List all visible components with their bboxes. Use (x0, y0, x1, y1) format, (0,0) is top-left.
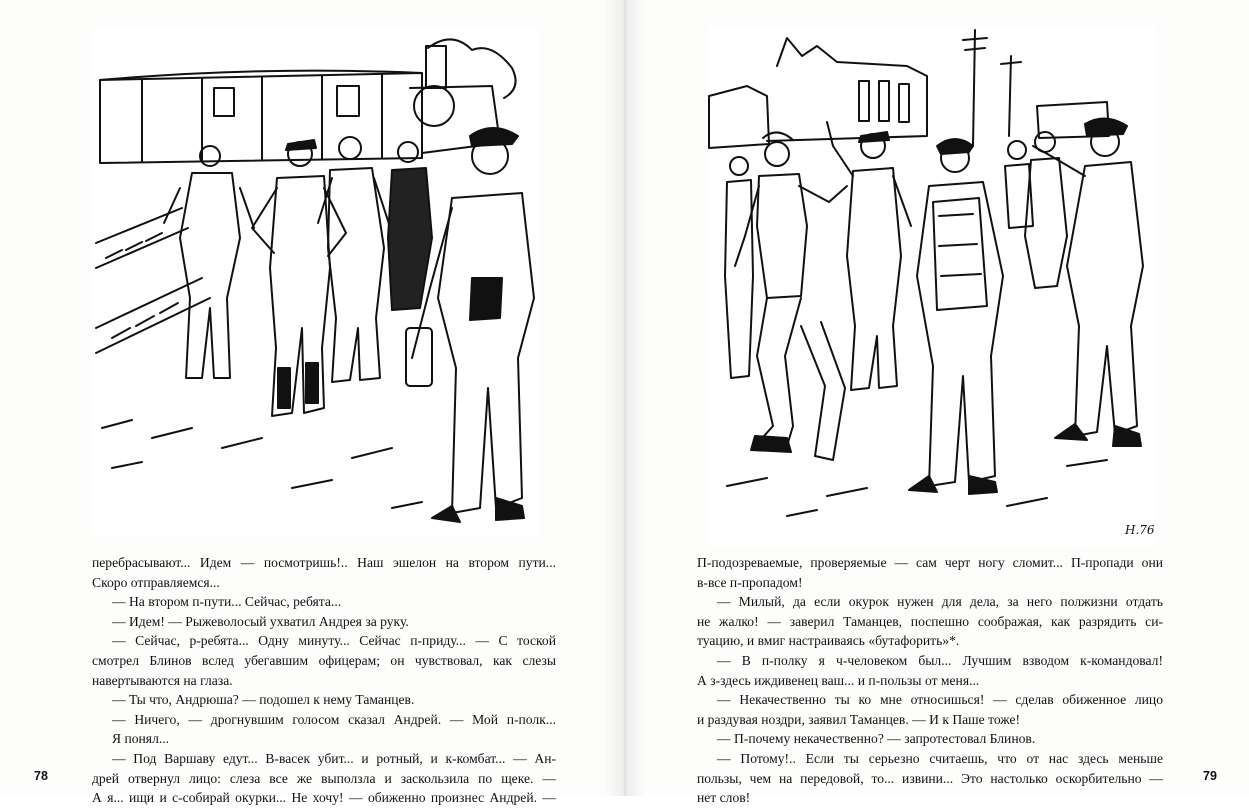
text-line: — Потому!.. Если ты серьезно считаешь, что от нас здесь меньше (717, 750, 1163, 766)
text-line: — На втором п-пути... Сейчас, ребята... (112, 594, 342, 610)
text-line: навертываются на глаза. (92, 672, 233, 688)
text-line: — Ничего, — дрогнувшим голосом сказал Андрей. — Мой п-полк... (112, 711, 556, 727)
text-line: — Под Варшаву едут... В-васек убит... и ротный, и к-комбат... — Ан- (112, 750, 556, 766)
text-line: А я... ищи и с-собирай окурки... Не хочу! — обиженно произнес Андрей. — (92, 790, 556, 806)
text-line: в-все п-пропадом! (697, 574, 803, 590)
left-page (0, 0, 624, 806)
text-line: — Идем! — Рыжеволосый ухватил Андрея за руку. (112, 613, 409, 629)
text-line: — Милый, да если окурок нужен для дела, за него полжизни отдать (717, 594, 1163, 610)
text-line: пользы, чем на передовой, то... извини... Это настолько оскорбительно — (697, 770, 1163, 786)
text-line: смотрел Блинов вслед убегавшим офицерам; он чувствовал, как слезы (92, 652, 556, 668)
text-line: — П-почему некачественно? — запротестовал Блинов. (717, 731, 1036, 747)
text-line: не жалко! — заверил Таманцев, поспешно соображая, как разрядить си- (697, 613, 1163, 629)
ruins-drawing (707, 26, 1157, 546)
right-page (625, 0, 1249, 806)
text-line: П-подозреваемые, проверяемые — сам черт ногу сломит... П-пропади они (697, 555, 1163, 570)
train-station-drawing (92, 28, 538, 536)
page-number-right: 79 (1203, 769, 1217, 783)
illustrator-signature: Н.76 (1125, 523, 1155, 537)
text-line: — Ты что, Андрюша? — подошел к нему Таманцев. (112, 692, 415, 708)
text-line: — Некачественно ты ко мне относишься! — сделав обиженное лицо (717, 692, 1163, 708)
text-line: и раздувая ноздри, заявил Таманцев. — И к Паше тоже! (697, 711, 1021, 727)
text-line: Я понял... (112, 731, 170, 747)
text-line: А з-здесь иждивенец ваш... и п-пользы от меня... (697, 672, 980, 688)
left-page-text (92, 553, 556, 808)
left-illustration (92, 28, 538, 536)
text-line: нет слов! (697, 790, 751, 806)
text-line: перебрасывают... Идем — посмотришь!.. Наш эшелон на втором пути... (92, 555, 556, 570)
text-line: дрей отвернул лицо: слеза все же выползла и заскользила по щеке. — (92, 770, 556, 786)
right-page-text (697, 553, 1163, 808)
right-illustration (707, 26, 1157, 546)
text-line: Скоро отправляемся... (92, 574, 220, 590)
page-number-left: 78 (34, 769, 48, 783)
text-line: туацию, и вмиг настраиваясь «бутафорить»*. (697, 633, 960, 649)
text-line: — В п-полку я ч-человеком был... Лучшим взводом к-командовал! (717, 652, 1163, 668)
text-line: — Сейчас, р-ребята... Одну минуту... Сейчас п-приду... — С тоской (112, 633, 556, 649)
